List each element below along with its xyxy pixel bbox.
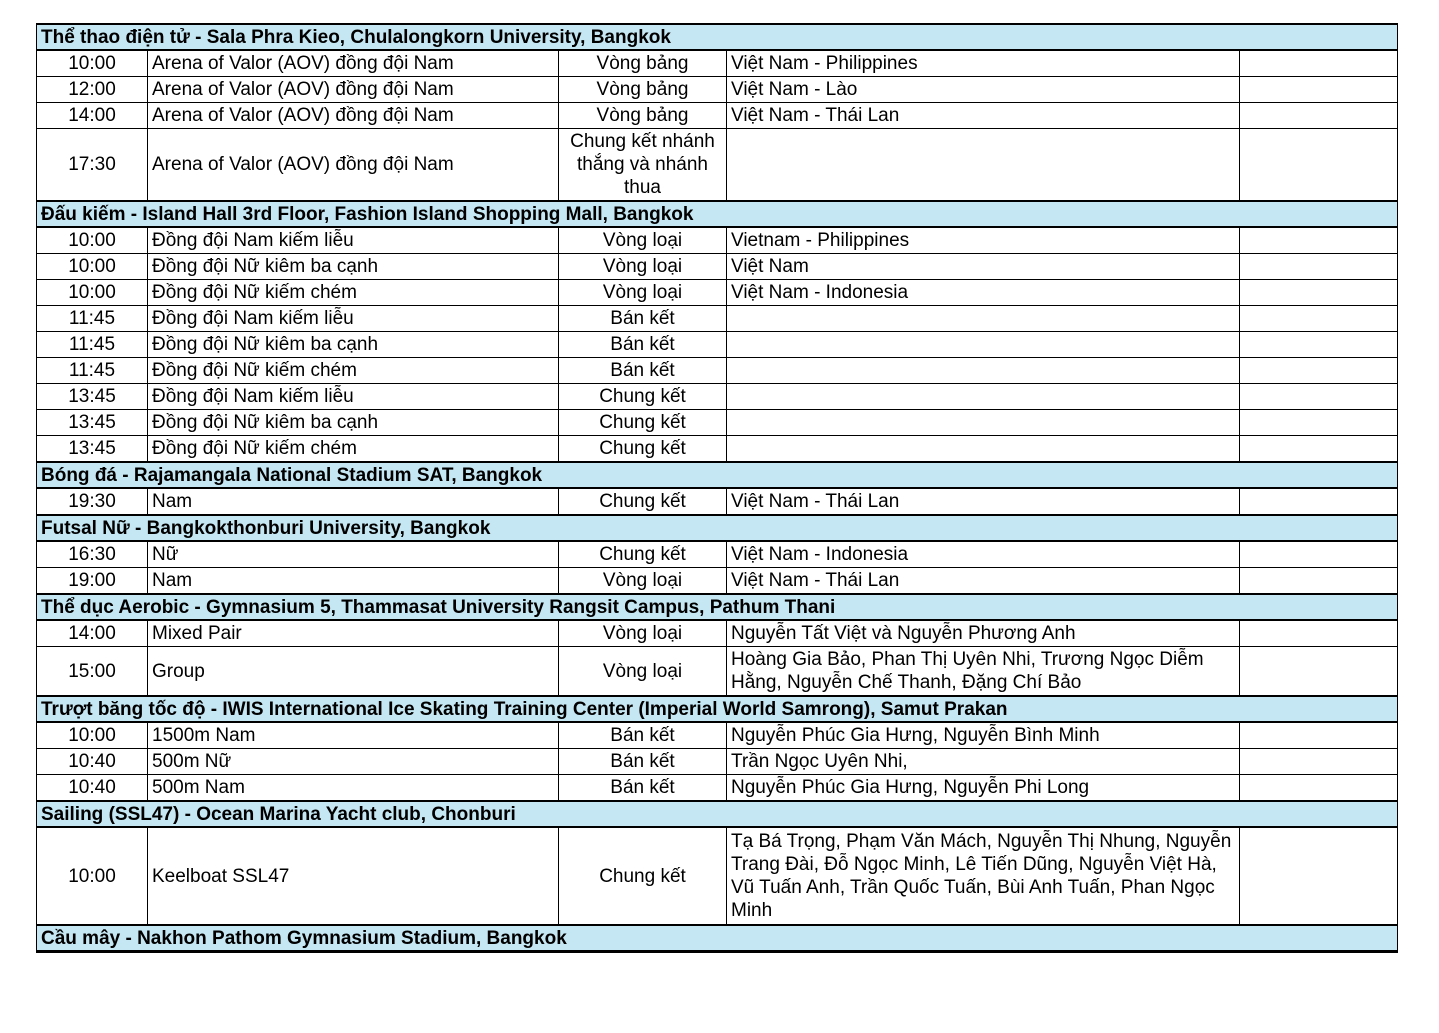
teams-cell: Nguyễn Tất Việt và Nguyễn Phương Anh	[727, 620, 1240, 647]
time-cell: 13:45	[37, 410, 148, 436]
event-cell: Group	[148, 647, 559, 697]
event-cell: Đồng đội Nữ kiêm ba cạnh	[148, 254, 559, 280]
empty-cell	[1240, 749, 1398, 775]
teams-cell: Việt Nam - Indonesia	[727, 541, 1240, 568]
table-row	[37, 384, 1398, 410]
teams-cell	[727, 384, 1240, 410]
empty-cell	[1240, 410, 1398, 436]
time-cell: 13:45	[37, 384, 148, 410]
round-cell: Chung kết nhánh thắng và nhánh thua	[559, 129, 727, 202]
empty-cell	[1240, 541, 1398, 568]
empty-cell	[1240, 436, 1398, 463]
round-cell: Bán kết	[559, 722, 727, 749]
event-cell: Nam	[148, 568, 559, 595]
event-cell: Đồng đội Nữ kiếm chém	[148, 280, 559, 306]
event-cell: Arena of Valor (AOV) đồng đội Nam	[148, 50, 559, 77]
teams-cell: Việt Nam - Thái Lan	[727, 488, 1240, 515]
table-row	[37, 50, 1398, 77]
time-cell: 10:00	[37, 827, 148, 925]
empty-cell	[1240, 568, 1398, 595]
section-header-speed-skating	[37, 696, 1398, 722]
teams-cell	[727, 129, 1240, 202]
teams-cell: Việt Nam - Thái Lan	[727, 568, 1240, 595]
round-cell: Vòng loại	[559, 280, 727, 306]
table-row	[37, 254, 1398, 280]
event-cell: Đồng đội Nam kiếm liễu	[148, 227, 559, 254]
empty-cell	[1240, 488, 1398, 515]
section-header-futsal	[37, 515, 1398, 541]
table-row	[37, 358, 1398, 384]
table-row	[37, 280, 1398, 306]
table-row	[37, 129, 1398, 202]
teams-cell: Nguyễn Phúc Gia Hưng, Nguyễn Phi Long	[727, 775, 1240, 802]
event-cell: Mixed Pair	[148, 620, 559, 647]
time-cell: 15:00	[37, 647, 148, 697]
teams-cell: Việt Nam - Indonesia	[727, 280, 1240, 306]
teams-cell: Hoàng Gia Bảo, Phan Thị Uyên Nhi, Trương Ngọc Diễm Hằng, Nguyễn Chế Thanh, Đặng Chí Bảo	[727, 647, 1240, 697]
cutoff-cell	[37, 951, 148, 953]
event-cell: Đồng đội Nam kiếm liễu	[148, 384, 559, 410]
table-row	[37, 436, 1398, 463]
section-header-sepak-takraw	[37, 925, 1398, 951]
round-cell: Vòng loại	[559, 647, 727, 697]
teams-cell: Việt Nam	[727, 254, 1240, 280]
empty-cell	[1240, 50, 1398, 77]
time-cell: 10:00	[37, 50, 148, 77]
table-row	[37, 722, 1398, 749]
teams-cell	[727, 306, 1240, 332]
event-cell: Arena of Valor (AOV) đồng đội Nam	[148, 129, 559, 202]
empty-cell	[1240, 620, 1398, 647]
round-cell: Vòng loại	[559, 254, 727, 280]
cutoff-cell	[727, 951, 1240, 953]
table-row	[37, 77, 1398, 103]
table-row	[37, 827, 1398, 925]
section-title: Đấu kiếm - Island Hall 3rd Floor, Fashion Island Shopping Mall, Bangkok	[37, 201, 1398, 227]
round-cell: Chung kết	[559, 488, 727, 515]
time-cell: 10:00	[37, 722, 148, 749]
teams-cell: Tạ Bá Trọng, Phạm Văn Mách, Nguyễn Thị Nhung, Nguyễn Trang Đài, Đỗ Ngọc Minh, Lê Tiến Dũng, Nguyễn Việt Hà, Vũ Tuấn Anh, Trần Quốc Tuấn, Bùi Anh Tuấn, Phan Ngọc Minh	[727, 827, 1240, 925]
empty-cell	[1240, 358, 1398, 384]
time-cell: 10:00	[37, 227, 148, 254]
section-title: Thể thao điện tử - Sala Phra Kieo, Chulalongkorn University, Bangkok	[37, 24, 1398, 50]
event-cell: Đồng đội Nữ kiếm chém	[148, 436, 559, 463]
round-cell: Bán kết	[559, 358, 727, 384]
empty-cell	[1240, 254, 1398, 280]
round-cell: Chung kết	[559, 410, 727, 436]
section-header-fencing	[37, 201, 1398, 227]
teams-cell: Nguyễn Phúc Gia Hưng, Nguyễn Bình Minh	[727, 722, 1240, 749]
event-cell: Keelboat SSL47	[148, 827, 559, 925]
empty-cell	[1240, 280, 1398, 306]
table-row	[37, 620, 1398, 647]
section-header-football	[37, 462, 1398, 488]
event-cell: 1500m Nam	[148, 722, 559, 749]
time-cell: 10:00	[37, 280, 148, 306]
section-title: Cầu mây - Nakhon Pathom Gymnasium Stadium, Bangkok	[37, 925, 1398, 951]
cutoff-cell	[148, 951, 559, 953]
round-cell: Bán kết	[559, 306, 727, 332]
teams-cell: Vietnam - Philippines	[727, 227, 1240, 254]
table-row	[37, 332, 1398, 358]
teams-cell: Việt Nam - Philippines	[727, 50, 1240, 77]
round-cell: Vòng loại	[559, 620, 727, 647]
cutoff-cell	[1240, 951, 1398, 953]
time-cell: 11:45	[37, 358, 148, 384]
table-row	[37, 775, 1398, 802]
schedule-table	[36, 23, 1398, 953]
table-row	[37, 410, 1398, 436]
event-cell: Đồng đội Nữ kiếm chém	[148, 358, 559, 384]
round-cell: Bán kết	[559, 332, 727, 358]
teams-cell	[727, 410, 1240, 436]
teams-cell: Việt Nam - Thái Lan	[727, 103, 1240, 129]
time-cell: 12:00	[37, 77, 148, 103]
time-cell: 19:30	[37, 488, 148, 515]
table-cutoff	[37, 951, 1398, 953]
event-cell: 500m Nam	[148, 775, 559, 802]
round-cell: Vòng bảng	[559, 103, 727, 129]
time-cell: 14:00	[37, 103, 148, 129]
empty-cell	[1240, 722, 1398, 749]
table-row	[37, 568, 1398, 595]
section-title: Trượt băng tốc độ - IWIS International Ice Skating Training Center (Imperial World Samrong), Samut Prakan	[37, 696, 1398, 722]
section-title: Bóng đá - Rajamangala National Stadium SAT, Bangkok	[37, 462, 1398, 488]
teams-cell	[727, 358, 1240, 384]
section-title: Thể dục Aerobic - Gymnasium 5, Thammasat University Rangsit Campus, Pathum Thani	[37, 594, 1398, 620]
empty-cell	[1240, 129, 1398, 202]
empty-cell	[1240, 384, 1398, 410]
table-row	[37, 749, 1398, 775]
round-cell: Chung kết	[559, 384, 727, 410]
table-row	[37, 306, 1398, 332]
table-row	[37, 488, 1398, 515]
table-row	[37, 541, 1398, 568]
time-cell: 10:00	[37, 254, 148, 280]
section-header-sailing	[37, 801, 1398, 827]
round-cell: Bán kết	[559, 775, 727, 802]
empty-cell	[1240, 332, 1398, 358]
section-title: Futsal Nữ - Bangkokthonburi University, Bangkok	[37, 515, 1398, 541]
round-cell: Chung kết	[559, 436, 727, 463]
empty-cell	[1240, 227, 1398, 254]
empty-cell	[1240, 306, 1398, 332]
empty-cell	[1240, 77, 1398, 103]
teams-cell: Trần Ngọc Uyên Nhi,	[727, 749, 1240, 775]
teams-cell	[727, 332, 1240, 358]
teams-cell: Việt Nam - Lào	[727, 77, 1240, 103]
time-cell: 10:40	[37, 749, 148, 775]
table-row	[37, 647, 1398, 697]
round-cell: Vòng bảng	[559, 77, 727, 103]
time-cell: 11:45	[37, 306, 148, 332]
section-header-aerobic	[37, 594, 1398, 620]
event-cell: 500m Nữ	[148, 749, 559, 775]
teams-cell	[727, 436, 1240, 463]
empty-cell	[1240, 827, 1398, 925]
round-cell: Bán kết	[559, 749, 727, 775]
empty-cell	[1240, 647, 1398, 697]
time-cell: 19:00	[37, 568, 148, 595]
section-header-esports	[37, 24, 1398, 50]
cutoff-cell	[559, 951, 727, 953]
round-cell: Vòng loại	[559, 227, 727, 254]
time-cell: 16:30	[37, 541, 148, 568]
event-cell: Nam	[148, 488, 559, 515]
event-cell: Đồng đội Nữ kiêm ba cạnh	[148, 410, 559, 436]
time-cell: 11:45	[37, 332, 148, 358]
round-cell: Vòng loại	[559, 568, 727, 595]
round-cell: Chung kết	[559, 827, 727, 925]
round-cell: Chung kết	[559, 541, 727, 568]
time-cell: 14:00	[37, 620, 148, 647]
event-cell: Đồng đội Nam kiếm liễu	[148, 306, 559, 332]
event-cell: Đồng đội Nữ kiêm ba cạnh	[148, 332, 559, 358]
table-row	[37, 103, 1398, 129]
table-row	[37, 227, 1398, 254]
event-cell: Arena of Valor (AOV) đồng đội Nam	[148, 77, 559, 103]
event-cell: Arena of Valor (AOV) đồng đội Nam	[148, 103, 559, 129]
empty-cell	[1240, 775, 1398, 802]
event-cell: Nữ	[148, 541, 559, 568]
time-cell: 13:45	[37, 436, 148, 463]
section-title: Sailing (SSL47) - Ocean Marina Yacht club, Chonburi	[37, 801, 1398, 827]
empty-cell	[1240, 103, 1398, 129]
time-cell: 10:40	[37, 775, 148, 802]
round-cell: Vòng bảng	[559, 50, 727, 77]
time-cell: 17:30	[37, 129, 148, 202]
